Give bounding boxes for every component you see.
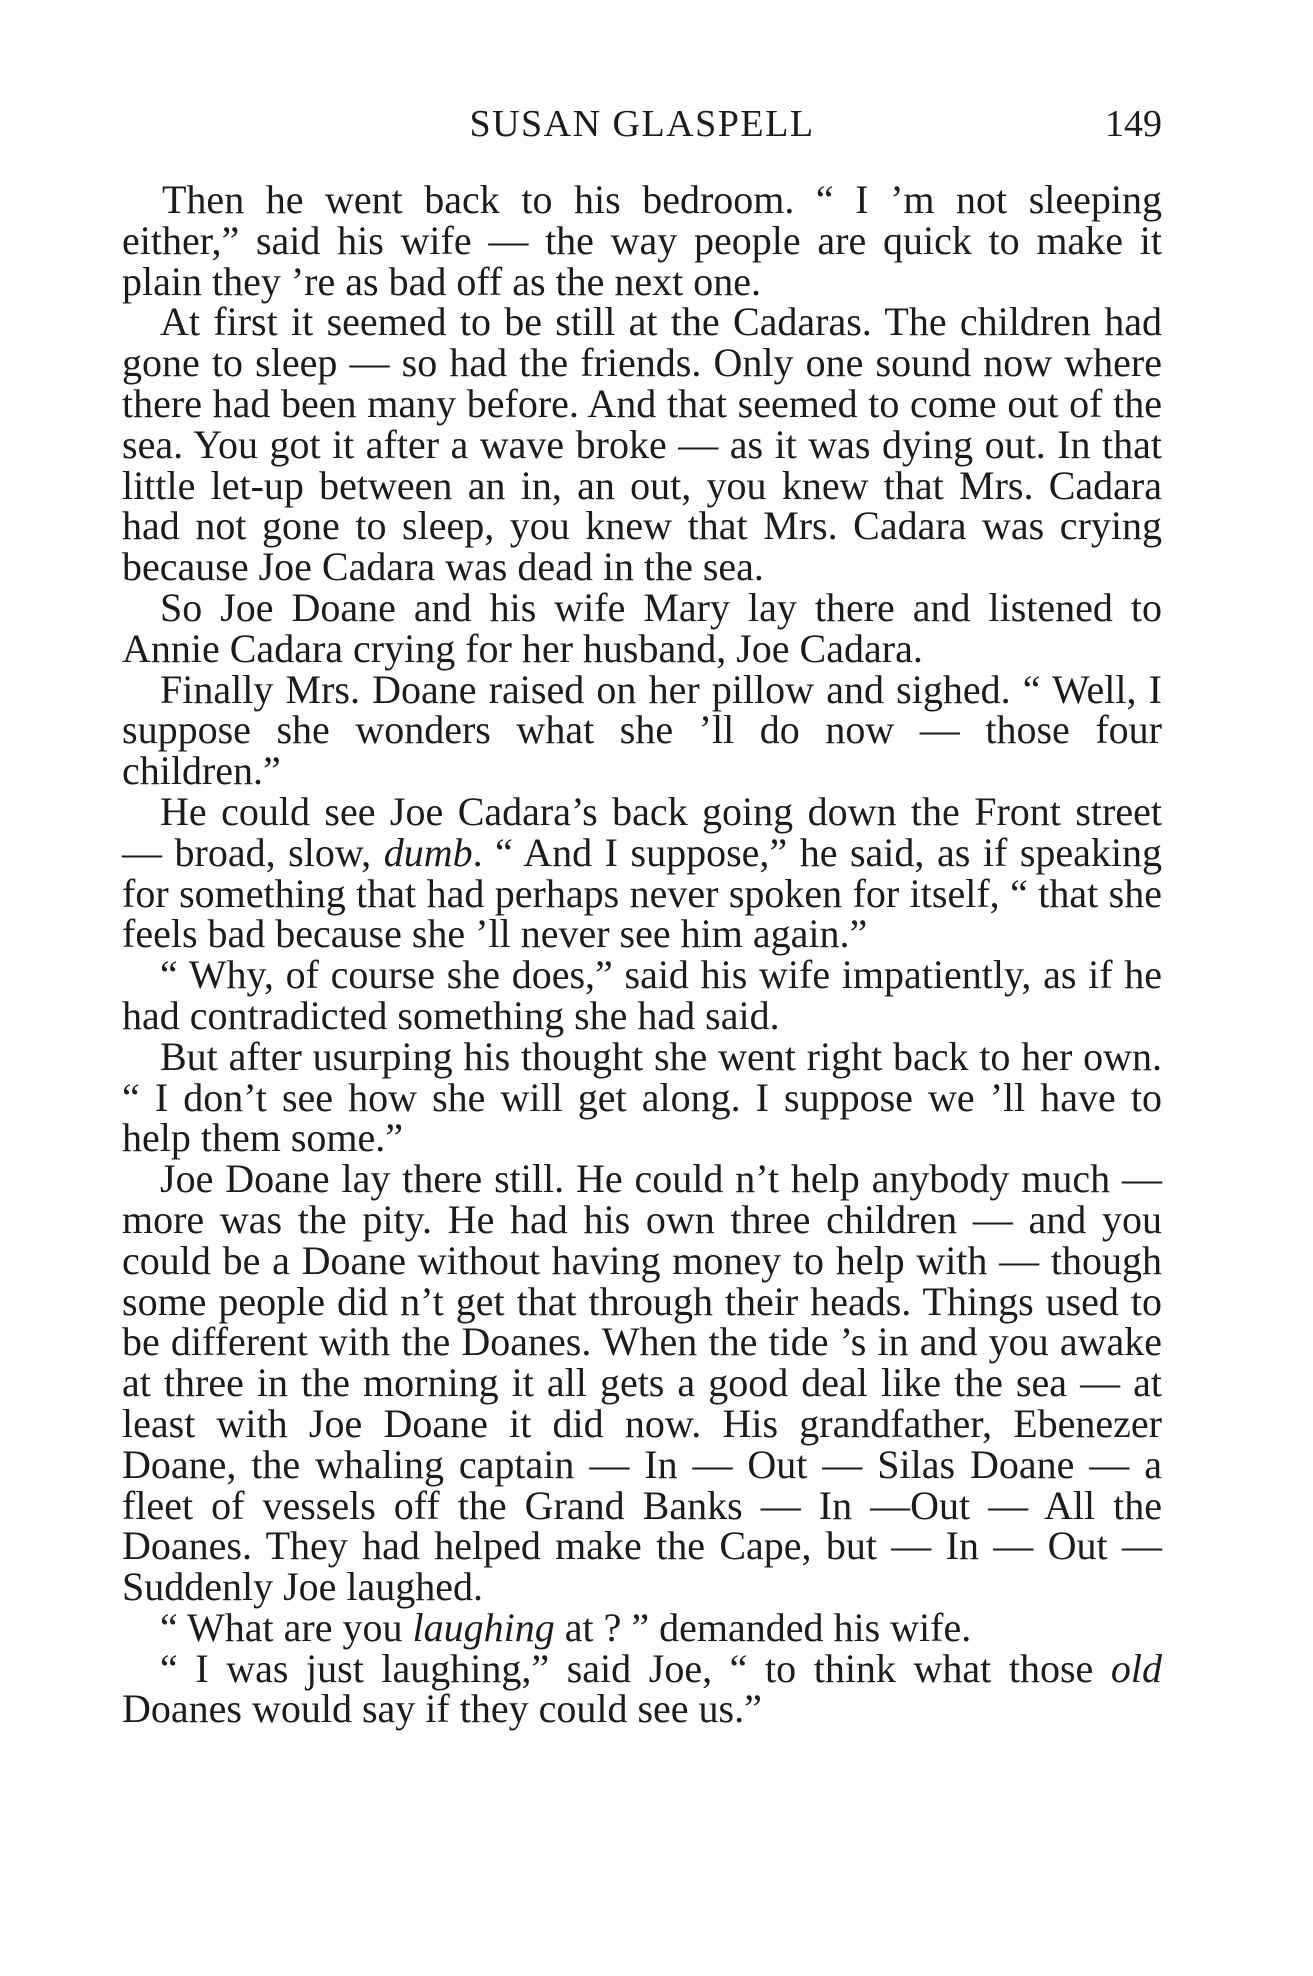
running-title: SUSAN GLASPELL [469,103,815,145]
text-run: Doanes would say if they could see us.” [122,1686,762,1732]
text-run: Then he went back to his bedroom. “ I ’m not sleeping either,” said his wife — the way people are quick to make it plain they ’re as bad off as the next one. [122,177,1162,304]
text-run: But after usurping his thought she went right back to her own. “ I don’t see how she will get along. I suppose we ’ll have to help them some.” [122,1033,1162,1161]
italic-text: dumb [383,829,473,875]
text-run: Finally Mrs. Doane raised on her pillow and sighed. “ Well, I suppose she wonders what she ’ll do now — those four children.” [122,666,1162,794]
paragraph [122,177,1162,304]
body-text [122,177,1162,1732]
paragraph [122,299,1162,590]
paragraph [122,952,1162,1038]
paragraph [122,1604,1162,1650]
paragraph [122,1156,1162,1610]
text-run: . “ And I suppose,” he said, as if speaking for something that had perhaps never spoken for itself, “ that she feels bad because she ’ll never see him again.” [122,829,1162,957]
text-run: “ I was just laughing,” said Joe, “ to think what those [160,1645,1111,1691]
paragraph [122,584,1162,671]
paragraph [122,788,1162,957]
italic-text: laughing [412,1604,555,1650]
text-run: at ? ” demanded his wife. [554,1604,972,1650]
text-run: So Joe Doane and his wife Mary lay there and listened to Annie Cadara crying for her husband, Joe Cadara. [122,584,1162,671]
text-run: At first it seemed to be still at the Cadaras. The children had gone to sleep — so had the friends. Only one sound now where there had been many before. And that seemed to come out of the sea. You got it after a wave broke — as it was dying out. In that little let-up between an in, an out, you knew that Mrs. Cadara had not gone to sleep, you knew that Mrs. Cadara was crying because Joe Cadara was dead in the sea. [122,299,1162,590]
running-head [122,98,1162,150]
italic-text: old [1110,1645,1162,1691]
paragraph [122,666,1162,794]
paragraph [122,1645,1162,1732]
paragraph [122,1033,1162,1161]
page-number: 149 [1105,103,1162,145]
text-run: “ What are you [160,1604,413,1650]
text-run: Joe Doane lay there still. He could n’t help anybody much — more was the pity. He had his own three children — and you could be a Doane without having money to help with — though some people did n’t get that through their heads. Things used to be different with the Doanes. When the tide ’s in and you awake at three in the morning it all gets a good deal like the sea — at least with Joe Doane it did now. His grandfather, Ebenezer Doane, the whaling captain — In — Out — Silas Doane — a fleet of vessels off the Grand Banks — In —Out — All the Doanes. They had helped make the Cape, but — In — Out — Suddenly Joe laughed. [122,1156,1162,1610]
text-run: He could see Joe Cadara’s back going down the Front street — broad, slow, [122,788,1162,875]
text-run: “ Why, of course she does,” said his wife impatiently, as if he had contradicted something she had said. [122,952,1162,1038]
